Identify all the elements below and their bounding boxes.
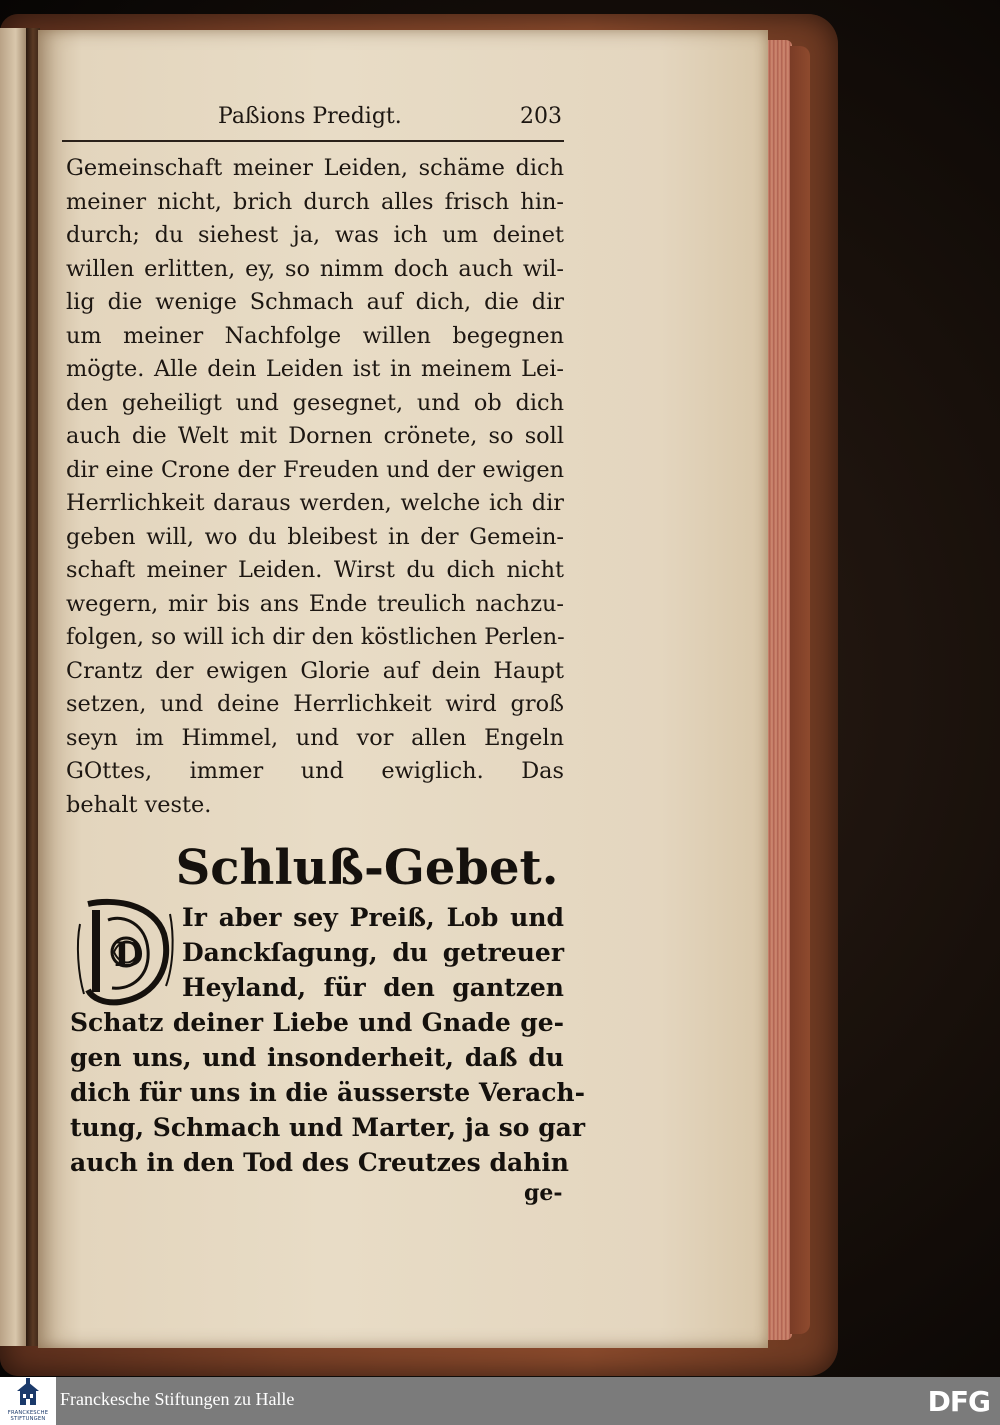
- text-line: Crantz der ewigen Glorie auf dein Haupt: [66, 657, 564, 684]
- prayer-line: auch in den Tod des Creutzes dahin: [70, 1148, 569, 1177]
- text-line: Gemeinschaft meiner Leiden, schäme dich: [66, 155, 564, 181]
- page-header: [218, 104, 562, 134]
- running-head: Paßions Predigt.: [218, 104, 402, 129]
- building-icon: [0, 1377, 56, 1411]
- text-line: behalt veste.: [66, 791, 212, 818]
- text-line: auch die Welt mit Dornen crönete, so soll: [66, 423, 564, 449]
- text-line: durch; du siehest ja, was ich um deinet: [66, 222, 564, 248]
- page-edges: [766, 40, 792, 1340]
- text-line: schaft meiner Leiden. Wirst du dich nicht: [66, 557, 564, 583]
- text-line: mögte. Alle dein Leiden ist in meinem Lei-: [66, 356, 564, 382]
- prayer-text: [70, 900, 586, 1180]
- footer-banner: [0, 1377, 1000, 1425]
- text-line: meiner nicht, brich durch alles frisch hin-: [66, 188, 564, 215]
- prayer-line: Ir aber sey Preiß, Lob und: [182, 903, 564, 932]
- dropcap-letter: D: [114, 935, 144, 975]
- institution-logo[interactable]: [0, 1377, 56, 1425]
- cover-edge: [790, 46, 810, 1334]
- text-line: GOttes, immer und ewiglich. Das: [66, 758, 564, 784]
- text-line: dir eine Crone der Freuden und der ewigen: [66, 456, 564, 483]
- section-heading: Schluß-Gebet.: [175, 840, 559, 896]
- text-line: um meiner Nachfolge willen begegnen: [66, 322, 564, 349]
- catchword: ge-: [524, 1180, 563, 1206]
- dfg-logo[interactable]: DFG: [927, 1385, 990, 1418]
- institution-name[interactable]: Franckesche Stiftungen zu Halle: [60, 1389, 295, 1409]
- text-line: wegern, mir bis ans Ende treulich nachzu-: [66, 590, 564, 617]
- prayer-line: Danckſagung, du getreuer: [182, 938, 564, 967]
- prayer-line: Heyland, für den gantzen: [182, 973, 564, 1002]
- text-line: willen erlitten, ey, so nimm doch auch wil-: [66, 255, 564, 282]
- prayer-line: tung, Schmach und Marter, ja so gar: [70, 1113, 586, 1142]
- logo-text-line: STIFTUNGEN: [10, 1416, 46, 1422]
- prayer-line: Schatz deiner Liebe und Gnade ge-: [70, 1008, 564, 1037]
- prayer-line: dich für uns in die äusserste Verach-: [70, 1078, 585, 1107]
- prayer-line: gen uns, und insonderheit, daß du: [70, 1043, 564, 1072]
- header-rule: [62, 140, 564, 142]
- logo-caption: [2, 1410, 54, 1422]
- text-line: geben will, wo du bleibest in der Gemein-: [66, 523, 564, 550]
- text-line: seyn im Himmel, und vor allen Engeln: [66, 724, 564, 751]
- text-line: Herrlichkeit daraus werden, welche ich dir: [66, 490, 564, 516]
- page-number: 203: [520, 104, 562, 129]
- left-page-edge: [0, 28, 28, 1346]
- text-line: lig die wenige Schmach auf dich, die dir: [66, 289, 564, 315]
- body-text: [66, 152, 564, 822]
- logo-text-line: FRANCKESCHE: [7, 1410, 49, 1416]
- text-line: den geheiligt und gesegnet, und ob dich: [66, 389, 564, 416]
- text-line: folgen, so will ich dir den köstlichen Perlen-: [66, 624, 565, 650]
- text-line: setzen, und deine Herrlichkeit wird groß: [66, 691, 564, 717]
